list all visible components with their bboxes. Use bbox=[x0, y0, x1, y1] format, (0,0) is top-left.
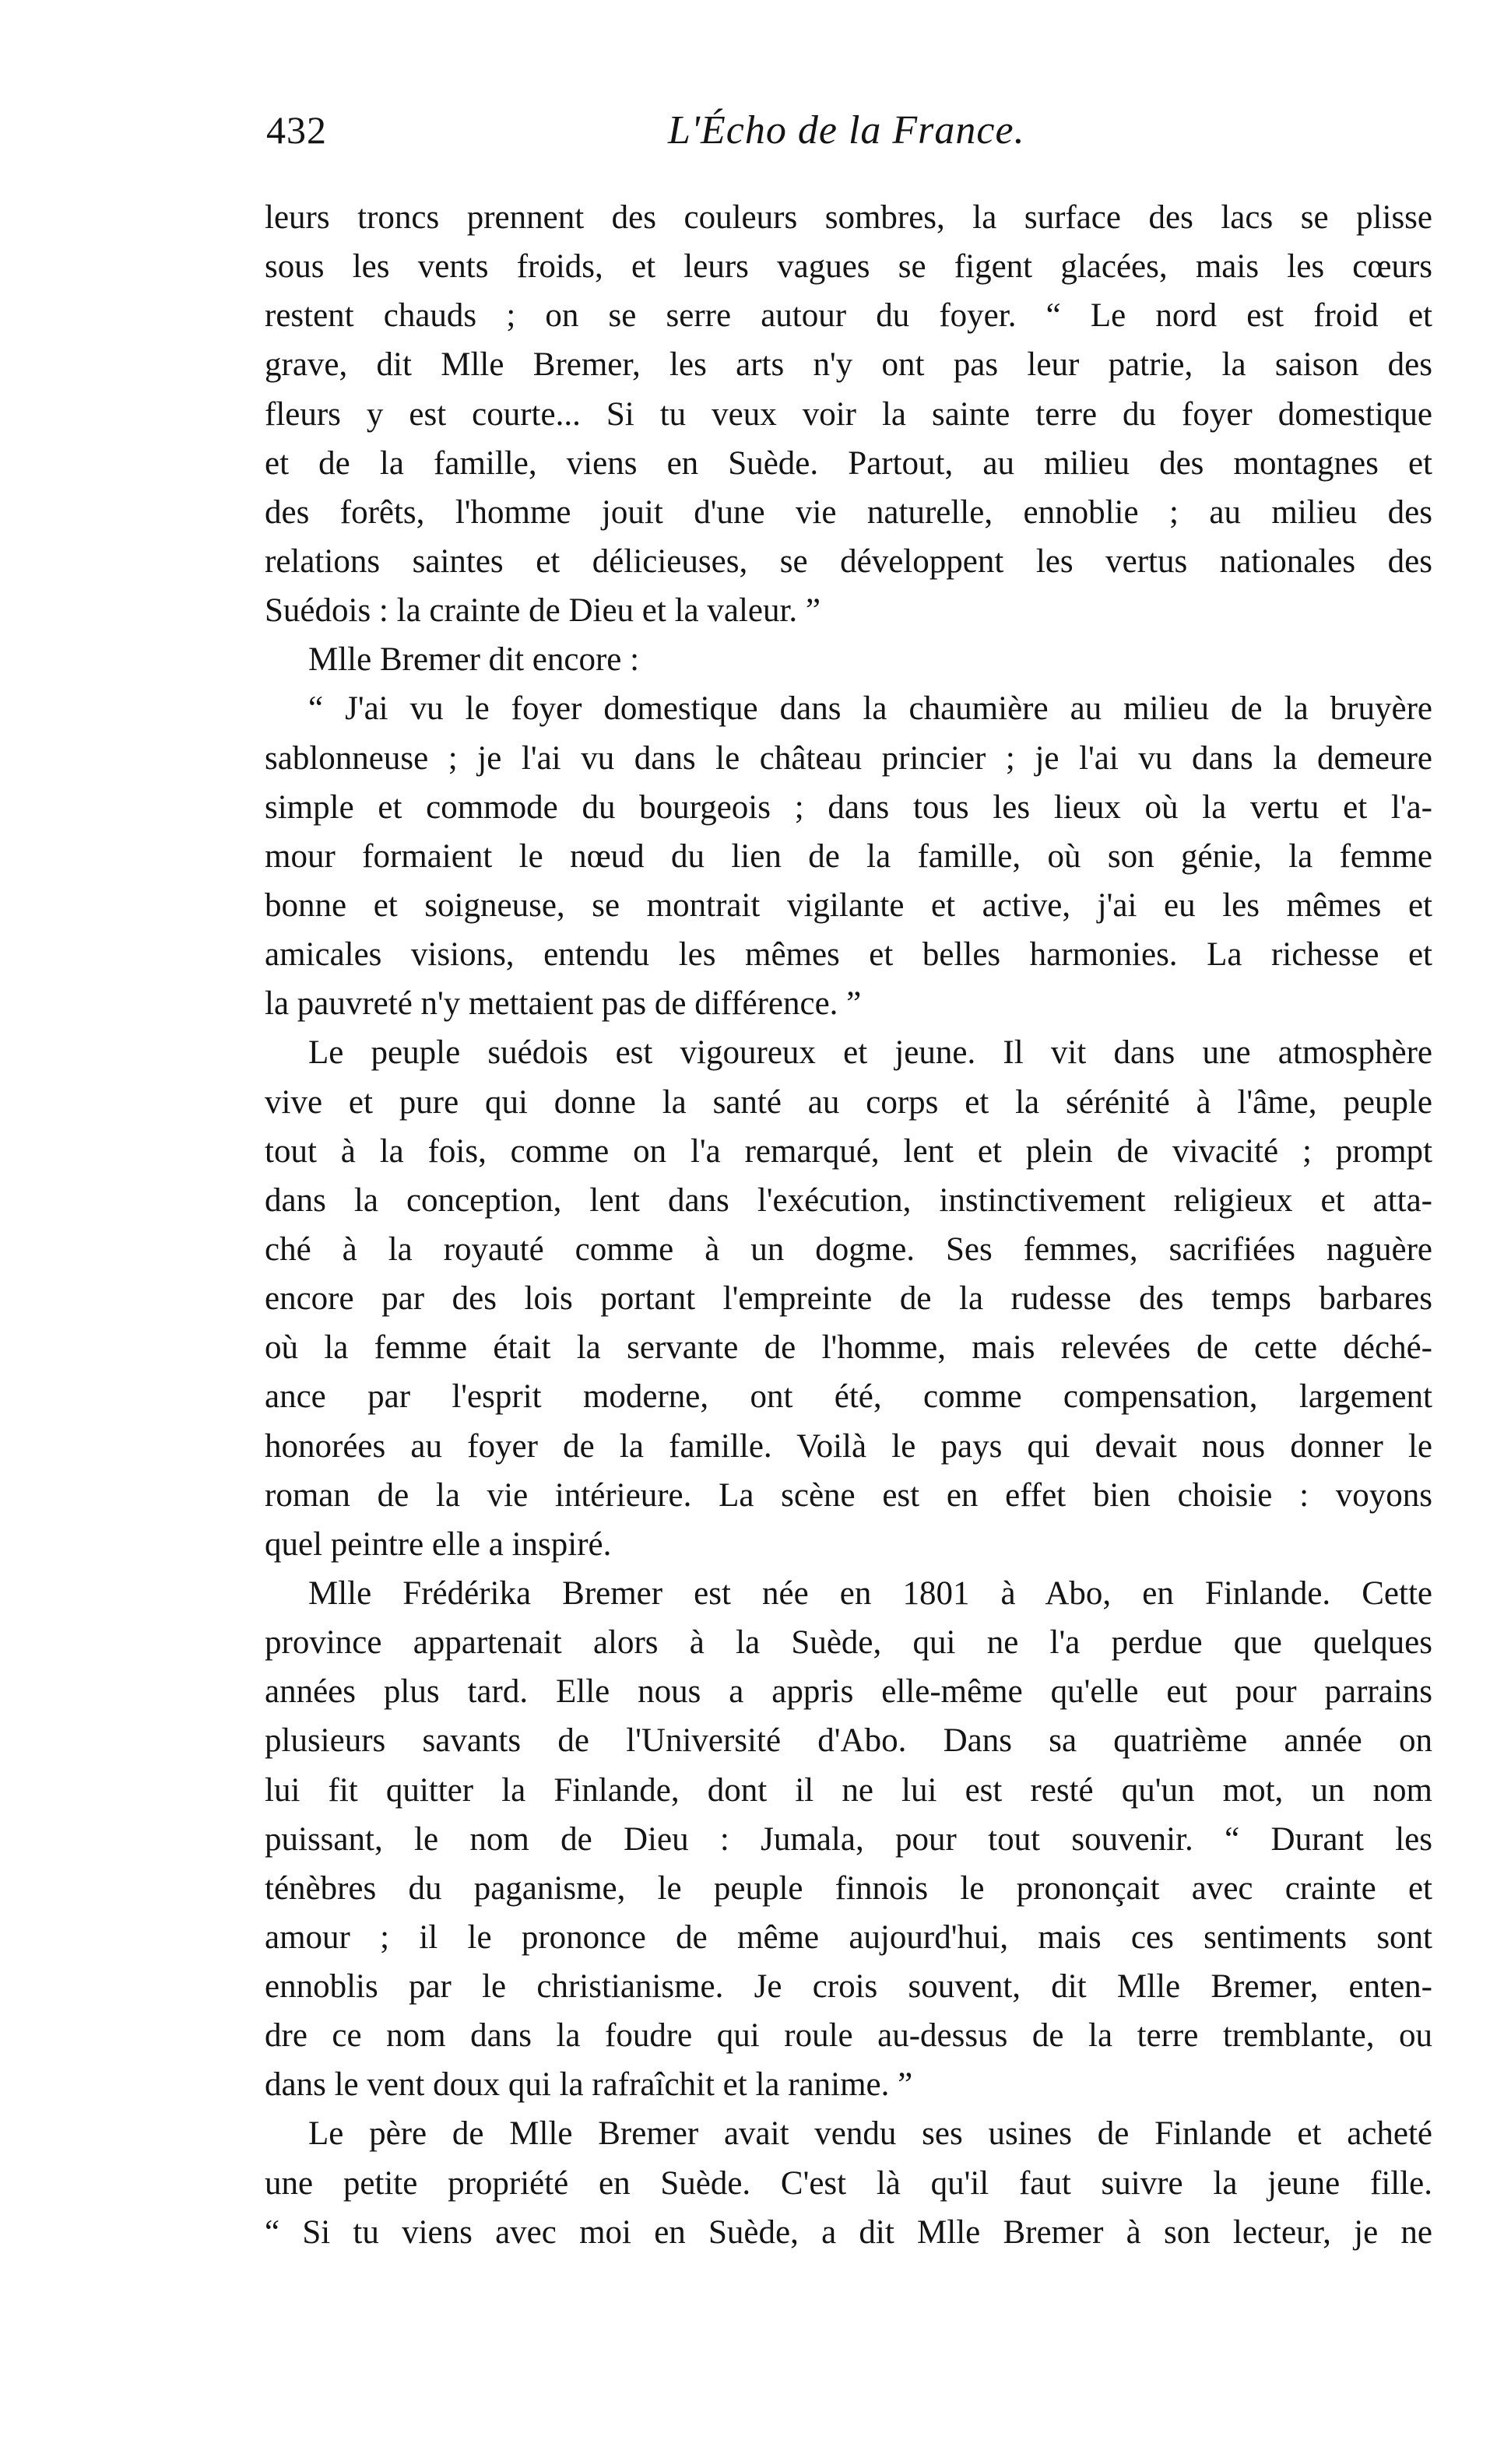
text-line: honorées au foyer de la famille. Voilà le pays qui devait nous donner le bbox=[265, 1427, 1432, 1465]
text-line: sous les vents froids, et leurs vagues se figent glacées, mais les cœurs bbox=[265, 248, 1432, 286]
text-line: ténèbres du paganisme, le peuple finnois le prononçait avec crainte et bbox=[265, 1869, 1432, 1907]
text-line: “ Si tu viens avec moi en Suède, a dit Mlle Bremer à son lecteur, je ne bbox=[265, 2213, 1432, 2251]
text-line: puissant, le nom de Dieu : Jumala, pour tout souvenir. “ Durant les bbox=[265, 1820, 1432, 1858]
text-line: une petite propriété en Suède. C'est là qu'il faut suivre la jeune fille. bbox=[265, 2164, 1432, 2202]
text-line: dans le vent doux qui la rafraîchit et la ranime. ” bbox=[265, 2066, 913, 2104]
body-text bbox=[265, 193, 1432, 2257]
text-line: lui fit quitter la Finlande, dont il ne lui est resté qu'un mot, un nom bbox=[265, 1771, 1432, 1809]
text-line: ennoblis par le christianisme. Je crois souvent, dit Mlle Bremer, enten- bbox=[265, 1968, 1432, 2006]
text-line: simple et commode du bourgeois ; dans tous les lieux où la vertu et l'a- bbox=[265, 788, 1432, 826]
text-line: Suédois : la crainte de Dieu et la valeur. ” bbox=[265, 592, 821, 630]
text-line: roman de la vie intérieure. La scène est en effet bien choisie : voyons bbox=[265, 1476, 1432, 1514]
page-header bbox=[257, 107, 1425, 162]
text-line: bonne et soigneuse, se montrait vigilante et active, j'ai eu les mêmes et bbox=[265, 886, 1432, 924]
text-line: des forêts, l'homme jouit d'une vie naturelle, ennoblie ; au milieu des bbox=[265, 493, 1432, 531]
text-line: grave, dit Mlle Bremer, les arts n'y ont pas leur patrie, la saison des bbox=[265, 346, 1432, 384]
text-line: encore par des lois portant l'empreinte de la rudesse des temps barbares bbox=[265, 1280, 1432, 1318]
text-line: amour ; il le prononce de même aujourd'hui, mais ces sentiments sont bbox=[265, 1918, 1432, 1956]
text-line: restent chauds ; on se serre autour du foyer. “ Le nord est froid et bbox=[265, 297, 1432, 335]
text-line: “ J'ai vu le foyer domestique dans la chaumière au milieu de la bruyère bbox=[308, 690, 1432, 728]
text-line: où la femme était la servante de l'homme, mais relevées de cette déché- bbox=[265, 1329, 1432, 1367]
text-line: sablonneuse ; je l'ai vu dans le château princier ; je l'ai vu dans la demeure bbox=[265, 739, 1432, 777]
text-line: Mlle Bremer dit encore : bbox=[308, 641, 640, 679]
text-line: province appartenait alors à la Suède, qui ne l'a perdue que quelques bbox=[265, 1624, 1432, 1662]
text-line: la pauvreté n'y mettaient pas de différence. ” bbox=[265, 985, 862, 1023]
text-line: et de la famille, viens en Suède. Partout, au milieu des montagnes et bbox=[265, 444, 1432, 482]
text-line: plusieurs savants de l'Université d'Abo. Dans sa quatrième année on bbox=[265, 1722, 1432, 1760]
page-number: 432 bbox=[266, 108, 327, 152]
text-line: années plus tard. Elle nous a appris elle-même qu'elle eut pour parrains bbox=[265, 1673, 1432, 1711]
text-line: fleurs y est courte... Si tu veux voir la sainte terre du foyer domestique bbox=[265, 395, 1432, 433]
text-line: ché à la royauté comme à un dogme. Ses femmes, sacrifiées naguère bbox=[265, 1230, 1432, 1268]
text-line: relations saintes et délicieuses, se développent les vertus nationales des bbox=[265, 542, 1432, 580]
text-line: mour formaient le nœud du lien de la famille, où son génie, la femme bbox=[265, 837, 1432, 875]
text-line: quel peintre elle a inspiré. bbox=[265, 1525, 612, 1563]
text-line: vive et pure qui donne la santé au corps et la sérénité à l'âme, peuple bbox=[265, 1083, 1432, 1121]
text-line: Mlle Frédérika Bremer est née en 1801 à Abo, en Finlande. Cette bbox=[308, 1574, 1432, 1612]
running-title: L'Écho de la France. bbox=[668, 108, 1025, 153]
text-line: leurs troncs prennent des couleurs sombres, la surface des lacs se plisse bbox=[265, 199, 1432, 236]
text-line: Le père de Mlle Bremer avait vendu ses usines de Finlande et acheté bbox=[308, 2115, 1432, 2153]
text-line: tout à la fois, comme on l'a remarqué, lent et plein de vivacité ; prompt bbox=[265, 1132, 1432, 1170]
text-line: dre ce nom dans la foudre qui roule au-dessus de la terre tremblante, ou bbox=[265, 2017, 1432, 2055]
text-line: ance par l'esprit moderne, ont été, comme compensation, largement bbox=[265, 1378, 1432, 1416]
text-line: amicales visions, entendu les mêmes et belles harmonies. La richesse et bbox=[265, 936, 1432, 974]
text-line: dans la conception, lent dans l'exécution, instinctivement religieux et atta- bbox=[265, 1181, 1432, 1219]
text-line: Le peuple suédois est vigoureux et jeune. Il vit dans une atmosphère bbox=[308, 1034, 1432, 1072]
